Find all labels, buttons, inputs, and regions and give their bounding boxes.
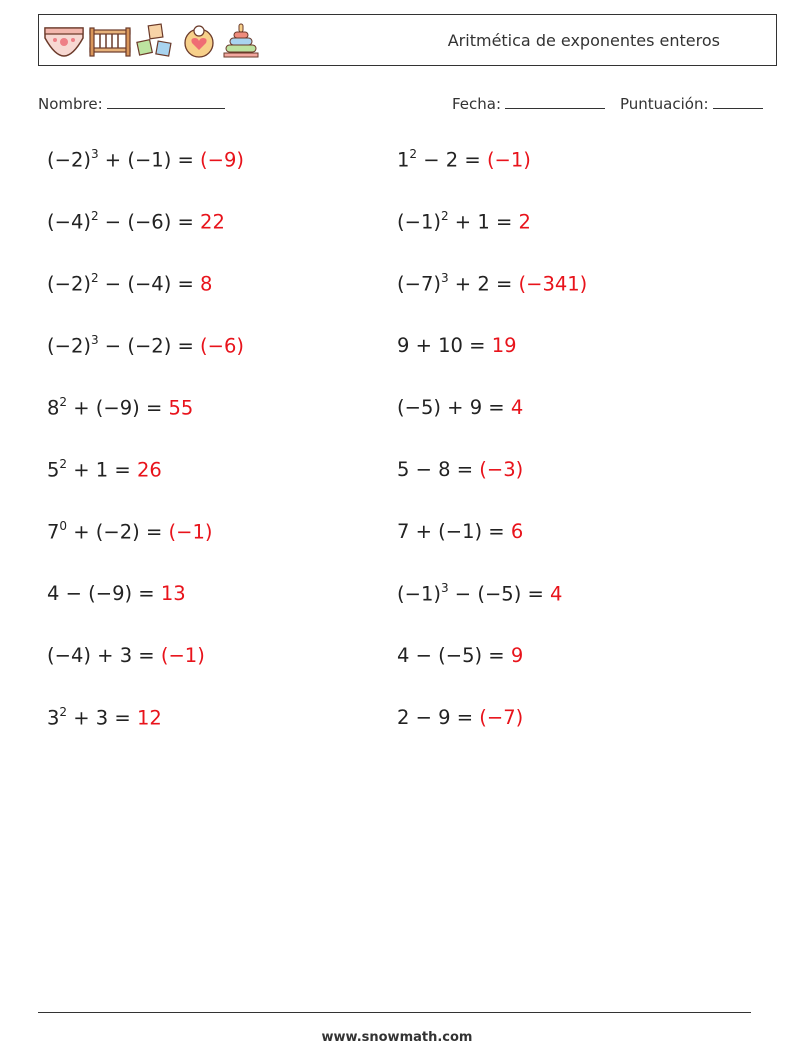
problem-expression: − (−5) = xyxy=(448,582,551,606)
problem-answer: 9 xyxy=(510,644,524,667)
problem-base: 8 xyxy=(47,396,60,420)
problem-answer: (−341) xyxy=(518,272,588,296)
problem-expression: + (−1) = xyxy=(98,148,201,172)
problem-base: (−2) xyxy=(47,148,91,172)
problem-exponent: 2 xyxy=(59,705,68,719)
problem-expression: + 2 = xyxy=(448,272,519,296)
problem-item xyxy=(397,706,523,729)
problem-exponent: 2 xyxy=(409,147,418,161)
problem-item xyxy=(397,458,523,481)
problem-answer: (−1) xyxy=(168,520,213,544)
problem-exponent: 2 xyxy=(440,209,449,223)
problem-answer: 8 xyxy=(200,272,213,296)
problem-expression: 2 − 9 = xyxy=(397,706,480,729)
problem-answer: (−1) xyxy=(160,644,205,667)
score-field[interactable] xyxy=(620,94,763,113)
problem-expression: 7 + (−1) = xyxy=(397,520,511,543)
name-blank[interactable] xyxy=(107,94,225,109)
problem-exponent: 2 xyxy=(90,209,99,223)
stacking-rings-icon xyxy=(221,22,261,60)
problem-expression: 4 − (−5) = xyxy=(397,644,511,667)
problem-base: (−2) xyxy=(47,272,91,296)
problem-answer: 4 xyxy=(510,396,524,419)
problem-exponent: 3 xyxy=(90,333,99,347)
problem-item xyxy=(397,210,531,234)
problem-answer: (−3) xyxy=(479,458,524,481)
problem-item xyxy=(47,148,244,172)
problem-answer: 22 xyxy=(200,210,225,234)
problem-exponent: 3 xyxy=(440,271,449,285)
problem-expression: 9 + 10 = xyxy=(397,334,492,357)
score-blank[interactable] xyxy=(713,94,763,109)
problem-exponent: 2 xyxy=(59,395,68,409)
problem-expression: + (−9) = xyxy=(67,396,169,420)
problem-answer: 2 xyxy=(518,210,531,234)
problem-base: 3 xyxy=(47,706,60,730)
problem-item xyxy=(47,458,162,482)
problem-answer: (−7) xyxy=(479,706,524,729)
problem-expression: (−4) + 3 = xyxy=(47,644,161,667)
problem-base: 7 xyxy=(47,520,60,544)
problem-expression: + (−2) = xyxy=(67,520,169,544)
problem-item xyxy=(397,334,517,357)
problem-answer: (−6) xyxy=(200,334,245,358)
problem-item xyxy=(397,582,562,606)
date-blank[interactable] xyxy=(505,94,605,109)
problem-base: (−2) xyxy=(47,334,91,358)
crib-icon xyxy=(88,24,132,58)
problem-base: (−1) xyxy=(397,210,441,234)
name-field[interactable] xyxy=(38,94,225,113)
problem-expression: + 3 = xyxy=(67,706,137,730)
problem-base: 1 xyxy=(397,148,410,172)
problem-answer: 19 xyxy=(491,334,517,357)
date-field[interactable] xyxy=(452,94,605,113)
problem-answer: 12 xyxy=(136,706,162,730)
header-icons xyxy=(43,19,261,63)
problem-answer: (−1) xyxy=(486,148,531,172)
problem-item xyxy=(47,706,162,730)
problem-item xyxy=(47,520,212,544)
worksheet-title: Aritmética de exponentes enteros xyxy=(447,31,720,50)
score-label: Puntuación: xyxy=(620,95,709,113)
problem-item xyxy=(47,582,186,605)
problem-expression: + 1 = xyxy=(448,210,519,234)
abc-blocks-icon xyxy=(135,23,177,59)
problem-item xyxy=(47,644,205,667)
bib-icon xyxy=(180,23,218,59)
footer-divider xyxy=(38,1012,751,1013)
problem-base: (−4) xyxy=(47,210,91,234)
problem-answer: 13 xyxy=(160,582,186,605)
problem-exponent: 3 xyxy=(440,581,449,595)
diaper-icon xyxy=(43,24,85,58)
problem-expression: + 1 = xyxy=(67,458,137,482)
problem-item xyxy=(397,148,531,172)
problem-exponent: 3 xyxy=(90,147,99,161)
problem-base: 5 xyxy=(47,458,60,482)
date-label: Fecha: xyxy=(452,95,502,113)
problem-exponent: 0 xyxy=(59,519,68,533)
problem-expression: − (−2) = xyxy=(98,334,201,358)
problem-expression: 4 − (−9) = xyxy=(47,582,161,605)
problem-expression: − (−6) = xyxy=(98,210,201,234)
problem-base: (−7) xyxy=(397,272,441,296)
problem-item xyxy=(47,334,244,358)
problem-answer: 4 xyxy=(550,582,563,606)
worksheet-header xyxy=(38,14,777,66)
problem-expression: − (−4) = xyxy=(98,272,201,296)
problem-expression: (−5) + 9 = xyxy=(397,396,511,419)
problem-item xyxy=(397,644,523,667)
problem-answer: (−9) xyxy=(200,148,245,172)
name-label: Nombre: xyxy=(38,95,103,113)
problem-item xyxy=(47,396,193,420)
problem-expression: 5 − 8 = xyxy=(397,458,480,481)
problem-answer: 6 xyxy=(510,520,524,543)
problem-base: (−1) xyxy=(397,582,441,606)
problem-item xyxy=(397,396,523,419)
problem-answer: 26 xyxy=(136,458,162,482)
problem-exponent: 2 xyxy=(59,457,68,471)
problem-item xyxy=(397,520,523,543)
problem-exponent: 2 xyxy=(90,271,99,285)
problem-item xyxy=(47,210,225,234)
problem-answer: 55 xyxy=(168,396,194,420)
problem-item xyxy=(397,272,587,296)
footer-url: www.snowmath.com xyxy=(321,1030,473,1045)
problem-expression: − 2 = xyxy=(417,148,487,172)
problem-item xyxy=(47,272,212,296)
